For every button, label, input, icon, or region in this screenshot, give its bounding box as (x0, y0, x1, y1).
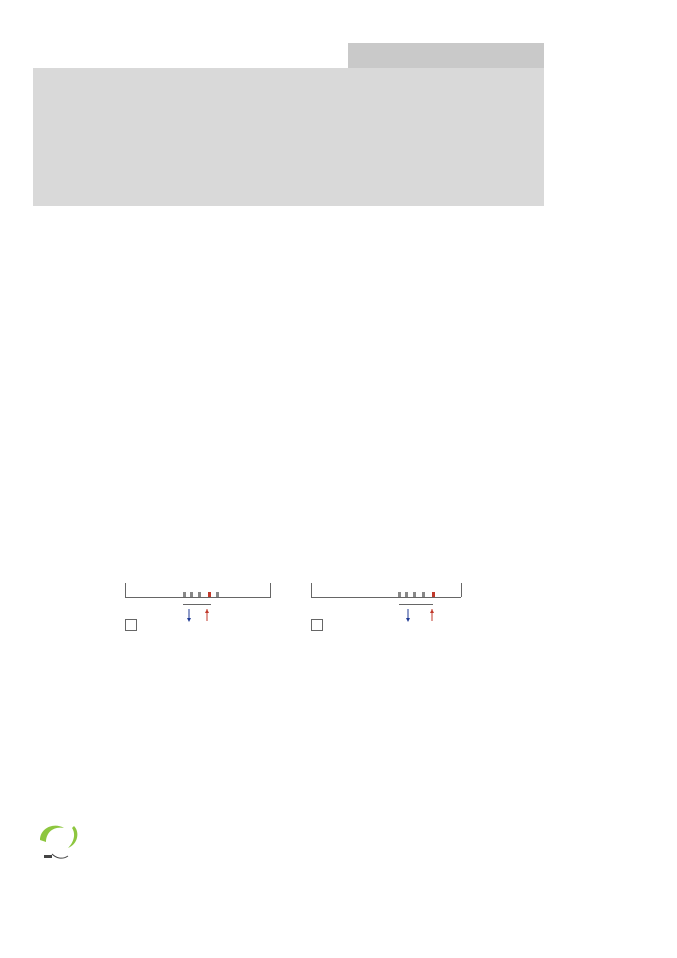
diagram-b (311, 583, 461, 635)
diagram-a-arrows (185, 609, 211, 623)
diagram-a-label (125, 619, 137, 631)
diagram-b-arrows (405, 609, 439, 623)
watt-conversion-box (348, 43, 544, 68)
diagram-b-label (311, 619, 323, 631)
diagram-a (125, 583, 271, 635)
eco-leaf-icon (34, 820, 84, 862)
eco-design-logo (34, 820, 84, 862)
spec-table-header (33, 68, 544, 206)
